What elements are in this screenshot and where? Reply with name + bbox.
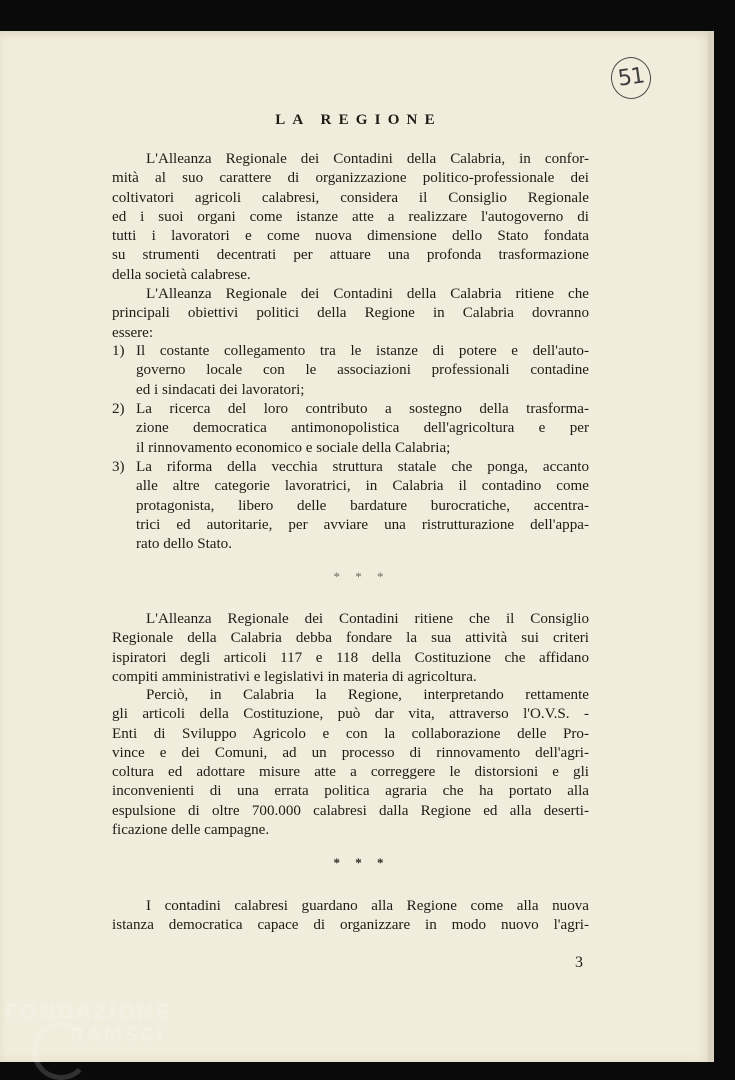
paragraph-2 xyxy=(112,285,589,343)
paper-edge xyxy=(708,31,714,1062)
text-line: inconvenienti di una errata politica agraria che ha portato alla xyxy=(112,783,589,800)
text-line: principali obiettivi politici della Regione in Calabria dovranno xyxy=(112,305,589,322)
text-line: governo locale con le associazioni professionali contadine xyxy=(136,362,589,379)
list-item-body xyxy=(136,342,589,400)
text-line: Perciò, in Calabria la Regione, interpretando rettamente xyxy=(146,687,589,703)
text-line: ispiratori degli articoli 117 e 118 della Costituzione che affidano xyxy=(112,649,589,666)
list-item-number: 1) xyxy=(112,343,125,359)
text-line: gli articoli della Costituzione, può dar vita, attraverso l'O.V.S. - xyxy=(112,706,589,723)
page-title: LA REGIONE xyxy=(275,112,442,128)
text-line: La ricerca del loro contributo a sostegno della trasforma- xyxy=(136,401,589,417)
paragraph-5 xyxy=(112,897,589,936)
text-line: zione democratica antimonopolistica dell'agricoltura e per xyxy=(136,420,589,437)
text-line: coltura ed adottare misure atte a correggere le distorsioni e gli xyxy=(112,764,589,781)
text-line: tutti i lavoratori e come nuova dimensione dello Stato fondata xyxy=(112,228,589,245)
text-line: L'Alleanza Regionale dei Contadini della Calabria ritiene che xyxy=(146,286,589,302)
paragraph-3 xyxy=(112,610,589,687)
text-line: vince e dei Comuni, ad un processo di rinnovamento dell'agri- xyxy=(112,744,589,761)
list-item-body xyxy=(136,400,589,458)
text-line: della società calabrese. xyxy=(112,266,251,283)
paragraph-1 xyxy=(112,150,589,285)
archive-number-stamp: 51 xyxy=(608,54,653,101)
text-line: alle altre categorie lavoratrici, in Calabria il contadino come xyxy=(136,478,589,495)
paragraph-4 xyxy=(112,686,589,840)
text-line: I contadini calabresi guardano alla Regione come alla nuova xyxy=(146,898,589,914)
text-line: Regionale della Calabria debba fondare la sua attività sui criteri xyxy=(112,630,589,647)
watermark-line-2: RAMSCI xyxy=(70,1024,165,1046)
text-line: trici ed autoritarie, per avviare una ristrutturazione dell'appa- xyxy=(136,516,589,533)
text-line: ficazione delle campagne. xyxy=(112,822,270,839)
list-item-number: 3) xyxy=(112,459,125,475)
text-line: coltivatori agricoli calabresi, considera il Consiglio Regionale xyxy=(112,189,589,206)
text-line: ed i sindacati dei lavoratori; xyxy=(136,381,305,398)
section-separator: * * * xyxy=(333,569,390,584)
text-line: Enti di Sviluppo Agricolo e con la collaborazione delle Pro- xyxy=(112,725,589,742)
text-line: L'Alleanza Regionale dei Contadini ritiene che il Consiglio xyxy=(146,611,589,627)
text-line: rato dello Stato. xyxy=(136,536,232,553)
text-line: L'Alleanza Regionale dei Contadini della Calabria, in confor- xyxy=(146,151,589,167)
text-line: essere: xyxy=(112,324,154,341)
text-line: Il costante collegamento tra le istanze di potere e dell'auto- xyxy=(136,343,589,359)
text-line: compiti amministrativi e legislativi in materia di agricoltura. xyxy=(112,668,477,685)
text-line: istanza democratica capace di organizzare in modo nuovo l'agri- xyxy=(112,917,589,934)
page-number: 3 xyxy=(575,954,583,971)
text-line: protagonista, libero delle bardature burocratiche, accentra- xyxy=(136,497,589,514)
text-line: su strumenti decentrati per attuare una profonda trasformazione xyxy=(112,247,589,264)
list-item-number: 2) xyxy=(112,401,125,417)
watermark-line-1: FONDAZIONE xyxy=(4,1000,171,1024)
text-line: espulsione di oltre 700.000 calabresi dalla Regione ed alla deserti- xyxy=(112,802,589,819)
text-line: ed i suoi organi come istanze atte a realizzare l'autogoverno di xyxy=(112,208,589,225)
text-line: il rinnovamento economico e sociale della Calabria; xyxy=(136,439,451,456)
watermark-logo xyxy=(4,1000,194,1080)
list-item-body xyxy=(136,458,589,554)
text-line: La riforma della vecchia struttura statale che ponga, accanto xyxy=(136,459,589,475)
section-separator: * * * xyxy=(333,855,390,870)
text-line: mità al suo carattere di organizzazione politico-professionale dei xyxy=(112,170,589,187)
